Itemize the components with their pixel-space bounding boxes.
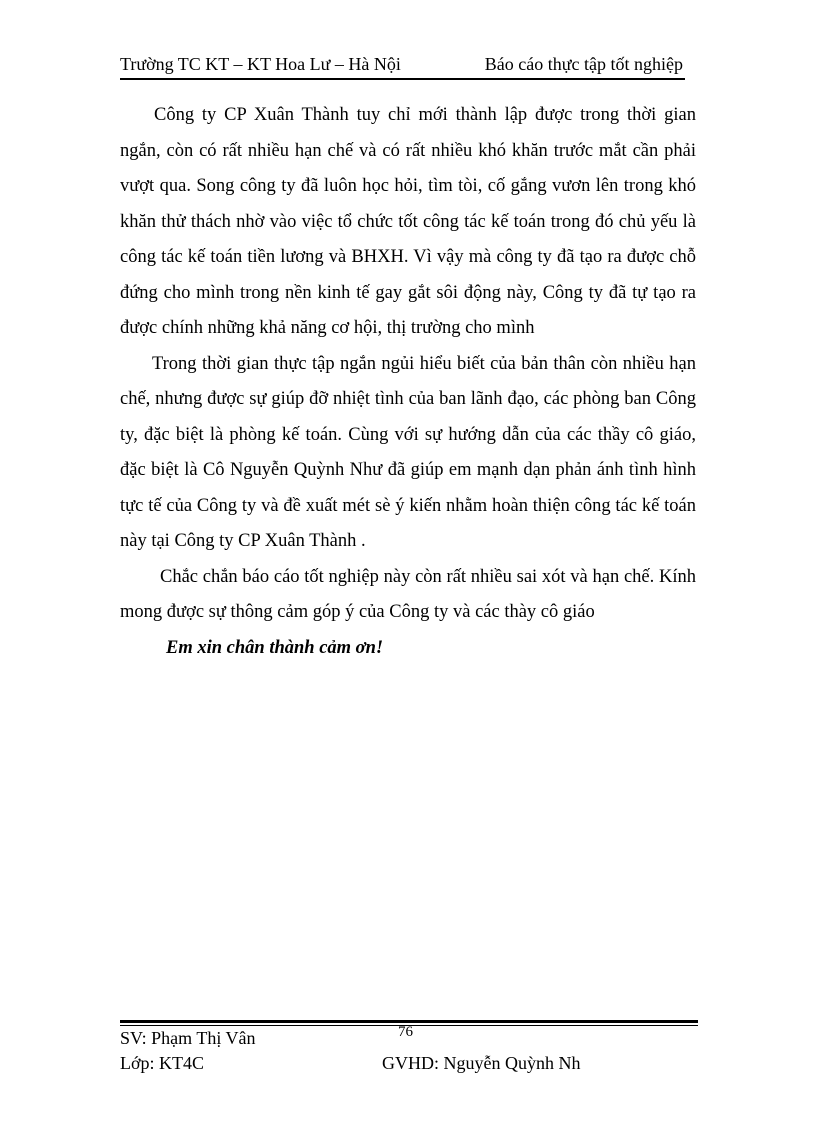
- paragraph-feedback-request: Chắc chắn báo cáo tốt nghiệp này còn rất nhiều sai xót và hạn chế. Kính mong được sự thông cảm góp ý của Công ty và các thày cô giáo: [120, 566, 696, 622]
- header-report-title: Báo cáo thực tập tốt nghiệp: [484, 54, 683, 74]
- report-body: [120, 98, 696, 666]
- paragraph-company-summary: Công ty CP Xuân Thành tuy chỉ mới thành lập được trong thời gian ngắn, còn có rất nhiều hạn chế và có rất nhiều khó khăn trước mắt cần phải vượt qua. Song công ty đã luôn học hỏi, tìm tòi, cố gắng vươn lên trong khó khăn thử thách nhờ vào việc tổ chức tốt công tác kế toán trong đó chủ yếu là công tác kế toán tiền lương và BHXH. Vì vậy mà công ty đã tạo ra được chỗ đứng cho mình trong nền kinh tế gay gắt sôi động này, Công ty đã tự tạo ra được chính những khả năng cơ hội, thị trường cho mình: [120, 105, 696, 338]
- footer-student-name: SV: Phạm Thị Vân: [120, 1028, 256, 1048]
- page-number: 76: [398, 1024, 413, 1040]
- paragraph-internship-thanks: Trong thời gian thực tập ngắn ngủi hiểu biết của bản thân còn nhiều hạn chế, nhưng được sự giúp đỡ nhiệt tình của ban lãnh đạo, các phòng ban Công ty, đặc biệt là phòng kế toán. Cùng với sự hướng dẫn của các thầy cô giáo, đặc biệt là Cô Nguyễn Quỳnh Như đã giúp em mạnh dạn phản ánh tình hình tực tế của Công ty và đề xuất mét sè ý kiến nhằm hoàn thiện công tác kế toán này tại Công ty CP Xuân Thành .: [120, 353, 696, 551]
- footer-divider: [120, 1020, 698, 1023]
- footer-advisor: GVHD: Nguyễn Quỳnh Nh: [382, 1053, 581, 1073]
- closing-thanks: Em xin chân thành cảm ơn!: [166, 637, 384, 658]
- header-school-name: Trường TC KT – KT Hoa Lư – Hà Nội: [120, 54, 401, 74]
- page-header: [120, 50, 685, 80]
- footer-class: Lớp: KT4C: [120, 1053, 205, 1073]
